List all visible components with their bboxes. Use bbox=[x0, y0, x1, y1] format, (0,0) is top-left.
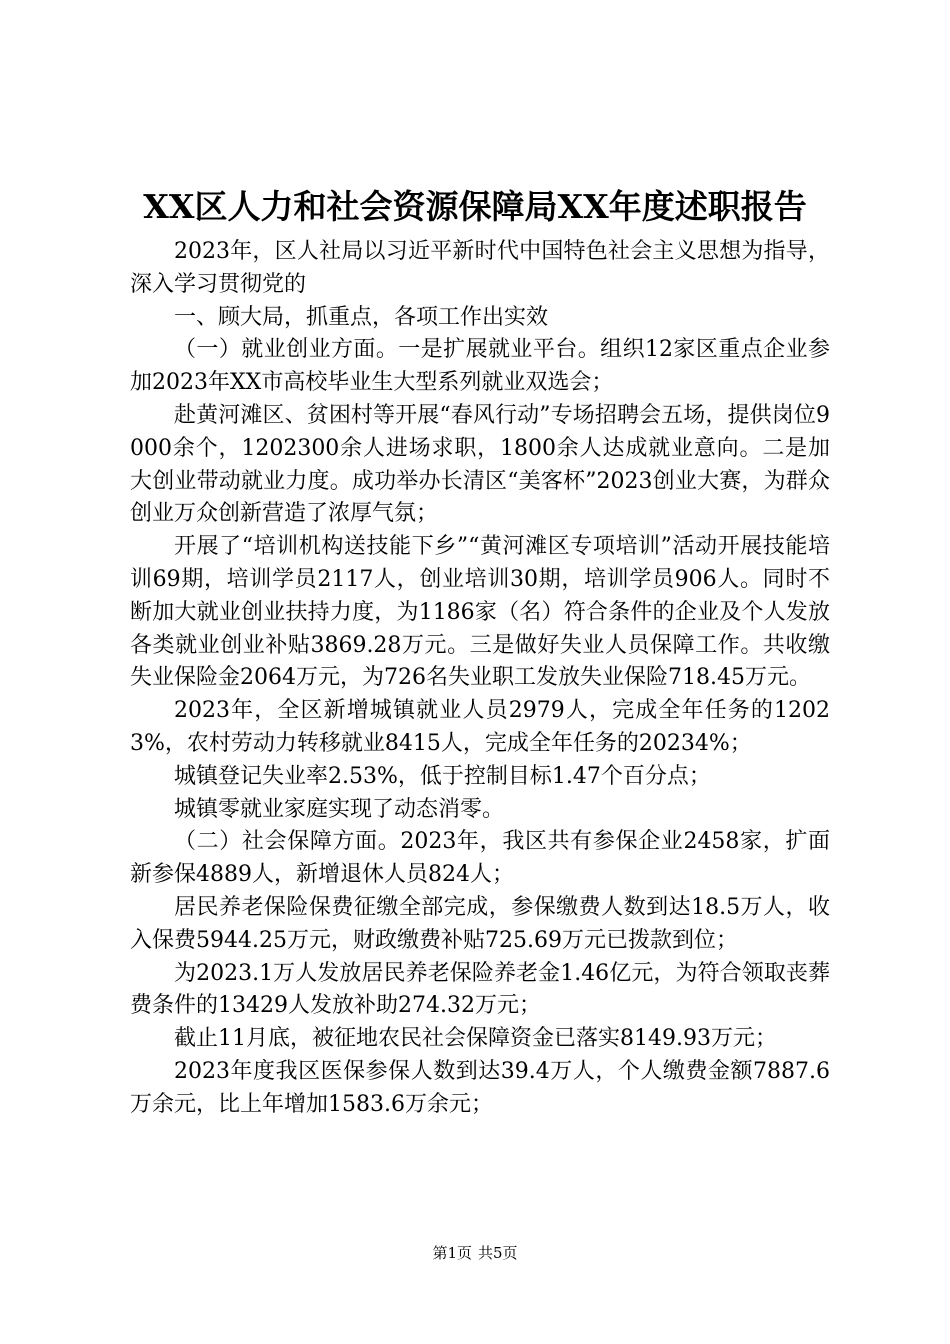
paragraph-unemployment-rate: 城镇登记失业率2.53%，低于控制目标1.47个百分点； bbox=[174, 763, 711, 789]
page-number: 第1页 bbox=[432, 1244, 472, 1262]
document-body bbox=[130, 236, 830, 1122]
page-total: 共5页 bbox=[478, 1244, 518, 1262]
page-footer bbox=[0, 1243, 950, 1263]
paragraph-pension-payment: 为2023.1万人发放居民养老保险养老金1.46亿元，为符合领取丧葬费条件的13429人发放补助274.32万元； bbox=[130, 960, 830, 1019]
paragraph-new-jobs: 2023年，全区新增城镇就业人员2979人，完成全年任务的12023%，农村劳动力转移就业8415人，完成全年任务的20234%； bbox=[130, 698, 830, 756]
paragraph-zero-employment: 城镇零就业家庭实现了动态消零。 bbox=[174, 796, 505, 822]
paragraph-employment: （一）就业创业方面。一是扩展就业平台。组织12家区重点企业参加2023年XX市高校毕业生大型系列就业双选会； bbox=[130, 337, 830, 396]
paragraph-social-security: （二）社会保障方面。2023年，我区共有参保企业2458家，扩面新参保4889人，新增退休人员824人； bbox=[130, 829, 830, 888]
document-title: XX区人力和社会资源保障局XX年度述职报告 bbox=[143, 187, 807, 226]
paragraph-pension-collection: 居民养老保险保费征缴全部完成，参保缴费人数到达18.5万人，收入保费5944.25万元，财政缴费补贴725.69万元已拨款到位； bbox=[130, 894, 830, 953]
paragraph-job-fairs: 赴黄河滩区、贫困村等开展“春风行动”专场招聘会五场，提供岗位9000余个，1202300余人进场求职，1800余人达成就业意向。二是加大创业带动就业力度。成功举办长清区“美客杯”2023创业大赛，为群众创业万众创新营造了浓厚气氛； bbox=[130, 402, 830, 527]
section-heading-1: 一、顾大局，抓重点，各项工作出实效 bbox=[174, 304, 549, 330]
paragraph-land-farmers: 截止11月底，被征地农民社会保障资金已落实8149.93万元； bbox=[174, 1026, 777, 1052]
paragraph-intro: 2023年，区人社局以习近平新时代中国特色社会主义思想为指导，深入学习贯彻党的 bbox=[130, 239, 830, 297]
paragraph-training: 开展了“培训机构送技能下乡”“黄河滩区专项培训”活动开展技能培训69期，培训学员2117人，创业培训30期，培训学员906人。同时不断加大就业创业扶持力度，为1186家（名）符合条件的企业及个人发放各类就业创业补贴3869.28万元。三是做好失业人员保障工作。共收缴失业保险金2064万元，为726名失业职工发放失业保险718.45万元。 bbox=[130, 534, 830, 691]
paragraph-medical-insurance: 2023年度我区医保参保人数到达39.4万人，个人缴费金额7887.6万余元，比上年增加1583.6万余元； bbox=[130, 1058, 830, 1117]
